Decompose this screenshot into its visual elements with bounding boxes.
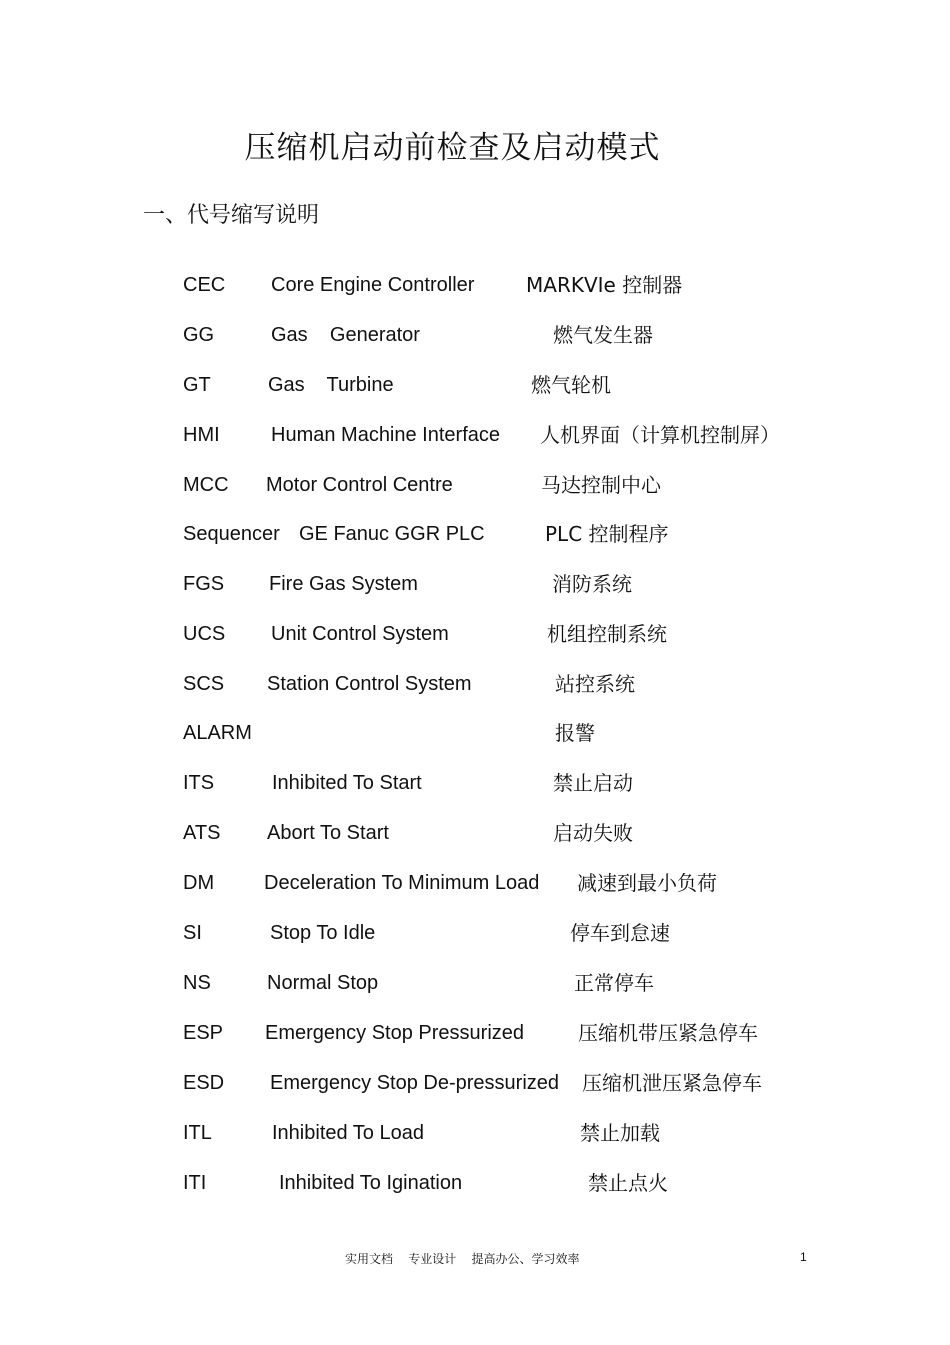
abbreviation-code: HMI: [183, 424, 220, 446]
abbreviation-chinese: 报警: [555, 721, 595, 745]
abbreviation-row: [0, 269, 950, 301]
abbreviation-row: [0, 867, 950, 899]
abbreviation-row: [0, 717, 950, 749]
abbreviation-code: GG: [183, 324, 215, 346]
abbreviation-chinese: 减速到最小负荷: [577, 871, 717, 895]
abbreviation-code: ITS: [183, 772, 215, 794]
abbreviation-english: Unit Control System: [271, 623, 449, 645]
abbreviation-row: [0, 967, 950, 999]
abbreviation-code: ESD: [183, 1072, 225, 1094]
abbreviation-chinese: 机组控制系统: [547, 622, 667, 646]
abbreviation-chinese: 禁止点火: [588, 1171, 668, 1195]
abbreviation-english: Human Machine Interface: [271, 424, 501, 446]
footer-text: 实用文档 专业设计 提高办公、学习效率: [345, 1252, 580, 1266]
abbreviation-code: ITI: [183, 1172, 207, 1194]
abbreviation-chinese: PLC 控制程序: [545, 522, 669, 546]
abbreviation-row: [0, 319, 950, 351]
abbreviation-code: FGS: [183, 573, 225, 595]
abbreviation-row: [0, 1117, 950, 1149]
abbreviation-code: SI: [183, 922, 202, 944]
abbreviation-english: Inhibited To Start: [272, 772, 422, 794]
abbreviation-row: [0, 568, 950, 600]
abbreviation-english: Deceleration To Minimum Load: [264, 872, 540, 894]
abbreviation-code: CEC: [183, 274, 226, 296]
abbreviation-chinese: 启动失败: [553, 821, 633, 845]
abbreviation-row: [0, 469, 950, 501]
abbreviation-english: Emergency Stop De-pressurized: [270, 1072, 560, 1094]
abbreviation-row: [0, 369, 950, 401]
abbreviation-row: [0, 817, 950, 849]
abbreviation-english: Emergency Stop Pressurized: [265, 1022, 525, 1044]
abbreviation-row: [0, 767, 950, 799]
abbreviation-english: Core Engine Controller: [271, 274, 475, 296]
abbreviation-chinese: 正常停车: [574, 971, 654, 995]
abbreviation-chinese: 压缩机泄压紧急停车: [582, 1071, 762, 1095]
abbreviation-chinese: 压缩机带压紧急停车: [578, 1021, 758, 1045]
abbreviation-row: [0, 1067, 950, 1099]
abbreviation-chinese: 燃气发生器: [553, 323, 653, 347]
abbreviation-row: [0, 618, 950, 650]
abbreviation-english: Fire Gas System: [269, 573, 418, 595]
abbreviation-chinese: 马达控制中心: [541, 473, 661, 497]
abbreviation-code: ALARM: [183, 722, 252, 744]
page-title: 压缩机启动前检查及启动模式: [244, 130, 661, 166]
abbreviation-english: Station Control System: [267, 673, 472, 695]
abbreviation-english: GE Fanuc GGR PLC: [299, 523, 485, 545]
abbreviation-code: Sequencer: [183, 523, 280, 545]
abbreviation-english: Abort To Start: [267, 822, 389, 844]
abbreviation-code: ESP: [183, 1022, 224, 1044]
abbreviation-english: Inhibited To Load: [272, 1122, 424, 1144]
abbreviation-english: Gas Generator: [271, 324, 420, 346]
abbreviation-row: [0, 1017, 950, 1049]
abbreviation-chinese: MARKVIe 控制器: [526, 273, 683, 297]
abbreviation-code: UCS: [183, 623, 226, 645]
abbreviation-english: Motor Control Centre: [266, 474, 453, 496]
abbreviation-english: Gas Turbine: [268, 374, 394, 396]
abbreviation-code: SCS: [183, 673, 225, 695]
abbreviation-chinese: 人机界面（计算机控制屏）: [540, 423, 780, 447]
abbreviation-chinese: 燃气轮机: [531, 373, 611, 397]
abbreviation-chinese: 消防系统: [552, 572, 632, 596]
page-number: 1: [800, 1250, 807, 1264]
abbreviation-chinese: 站控系统: [555, 672, 635, 696]
abbreviation-english: Normal Stop: [267, 972, 379, 994]
abbreviation-code: NS: [183, 972, 211, 994]
abbreviation-row: [0, 917, 950, 949]
abbreviation-english: Stop To Idle: [270, 922, 376, 944]
abbreviation-row: [0, 419, 950, 451]
abbreviation-row: [0, 518, 950, 550]
abbreviation-row: [0, 1167, 950, 1199]
abbreviation-chinese: 禁止加载: [580, 1121, 660, 1145]
abbreviation-chinese: 停车到怠速: [570, 921, 670, 945]
abbreviation-code: MCC: [183, 474, 229, 496]
abbreviation-row: [0, 668, 950, 700]
abbreviation-code: DM: [183, 872, 215, 894]
abbreviation-chinese: 禁止启动: [553, 771, 633, 795]
abbreviation-english: Inhibited To Igination: [279, 1172, 463, 1194]
abbreviation-code: ATS: [183, 822, 221, 844]
abbreviation-code: GT: [183, 374, 211, 396]
abbreviation-code: ITL: [183, 1122, 212, 1144]
section-heading: 一、代号缩写说明: [143, 203, 320, 228]
